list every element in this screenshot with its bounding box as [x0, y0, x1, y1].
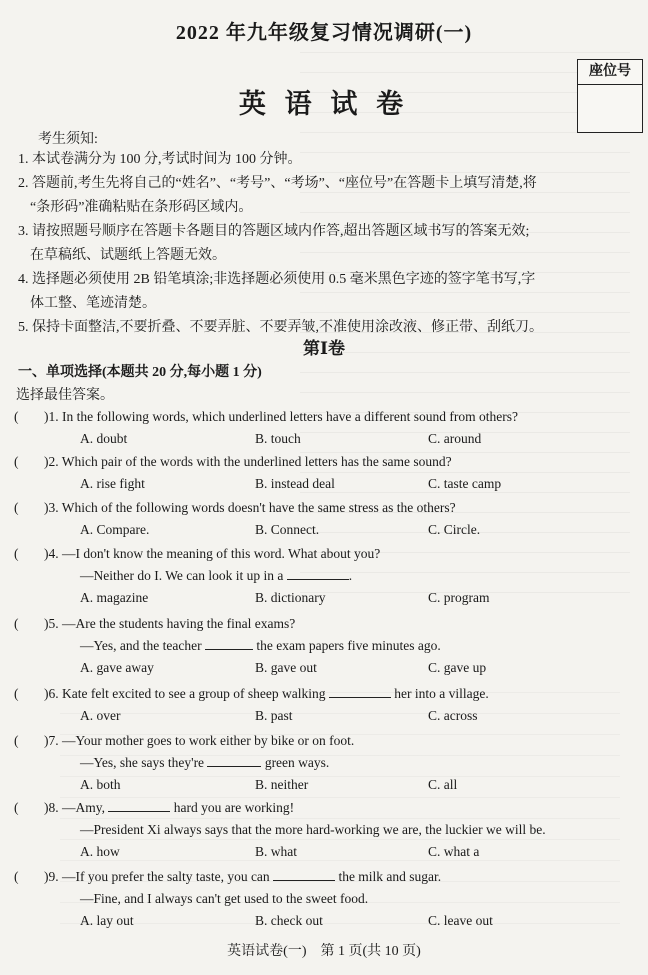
notice-item: 3. 请按照题号顺序在答题卡各题目的答题区域内作答,超出答题区域书写的答案无效; — [18, 224, 530, 239]
option-a[interactable]: A. how — [80, 844, 120, 859]
exam-subtitle: 英 语 试 卷 — [238, 89, 410, 119]
option-c[interactable]: C. leave out — [428, 913, 493, 928]
question-2 — [14, 451, 634, 495]
seat-number-box — [577, 59, 643, 133]
option-c[interactable]: C. gave up — [428, 660, 487, 675]
option-b[interactable]: B. past — [255, 708, 293, 723]
question-stem: )3. Which of the following words doesn't have the same stress as the others? — [44, 500, 456, 515]
option-a[interactable]: A. Compare. — [80, 522, 150, 537]
question-8 — [14, 797, 634, 863]
answer-paren[interactable]: ( — [14, 733, 19, 748]
question-continuation: —Yes, and the teacher the exam papers five minutes ago. — [80, 635, 441, 657]
answer-paren[interactable]: ( — [14, 454, 19, 469]
question-4 — [14, 543, 634, 609]
question-stem: )4. —I don't know the meaning of this word. What about you? — [44, 546, 381, 561]
answer-blank[interactable] — [207, 752, 261, 767]
page-footer: 英语试卷(一) 第 1 页(共 10 页) — [227, 944, 421, 959]
answer-paren[interactable]: ( — [14, 616, 19, 631]
question-stem: )1. In the following words, which underlined letters have a different sound from others? — [44, 409, 519, 424]
question-stem: )2. Which pair of the words with the underlined letters has the same sound? — [44, 454, 452, 469]
question-continuation: —Neither do I. We can look it up in a . — [80, 565, 352, 587]
answer-paren[interactable]: ( — [14, 686, 19, 701]
option-c[interactable]: C. program — [428, 590, 490, 605]
notice-item: 5. 保持卡面整洁,不要折叠、不要弄脏、不要弄皱,不准使用涂改液、修正带、刮纸刀。 — [18, 320, 543, 335]
question-6 — [14, 683, 634, 727]
question-continuation: —President Xi always says that the more hard-working we are, the luckier we will be. — [80, 822, 546, 837]
option-c[interactable]: C. around — [428, 431, 482, 446]
answer-blank[interactable] — [108, 797, 170, 812]
notice-heading: 考生须知: — [38, 132, 98, 147]
option-c[interactable]: C. Circle. — [428, 522, 481, 537]
question-stem: )6. Kate felt excited to see a group of sheep walking her into a village. — [44, 683, 489, 705]
option-c[interactable]: C. taste camp — [428, 476, 502, 491]
option-b[interactable]: B. Connect. — [255, 522, 320, 537]
question-stem: )8. —Amy, hard you are working! — [44, 797, 294, 819]
notice-item: 在草稿纸、试题纸上答题无效。 — [30, 248, 226, 263]
option-c[interactable]: C. across — [428, 708, 478, 723]
question-stem: )5. —Are the students having the final exams? — [44, 616, 296, 631]
notice-item: 2. 答题前,考生先将自己的“姓名”、“考号”、“考场”、“座位号”在答题卡上填写清楚,将 — [18, 176, 537, 191]
option-a[interactable]: A. lay out — [80, 913, 134, 928]
option-b[interactable]: B. neither — [255, 777, 309, 792]
option-c[interactable]: C. all — [428, 777, 458, 792]
exam-title: 2022 年九年级复习情况调研(一) — [175, 22, 473, 44]
question-5 — [14, 613, 634, 679]
notice-item: 1. 本试卷满分为 100 分,考试时间为 100 分钟。 — [18, 152, 302, 167]
option-b[interactable]: B. gave out — [255, 660, 317, 675]
question-stem: )7. —Your mother goes to work either by bike or on foot. — [44, 733, 355, 748]
question-continuation: —Yes, she says they're green ways. — [80, 752, 329, 774]
question-3 — [14, 497, 634, 541]
answer-paren[interactable]: ( — [14, 869, 19, 884]
answer-blank[interactable] — [273, 866, 335, 881]
option-c[interactable]: C. what a — [428, 844, 480, 859]
notice-list — [18, 148, 630, 340]
question-stem: )9. —If you prefer the salty taste, you can the milk and sugar. — [44, 866, 441, 888]
question-7 — [14, 730, 634, 796]
answer-paren[interactable]: ( — [14, 409, 19, 424]
section-heading: 一、单项选择(本题共 20 分,每小题 1 分) — [18, 365, 262, 380]
option-b[interactable]: B. instead deal — [255, 476, 335, 491]
option-a[interactable]: A. magazine — [80, 590, 149, 605]
seat-number-field[interactable] — [578, 85, 642, 131]
question-continuation: —Fine, and I always can't get used to the sweet food. — [80, 891, 369, 906]
seat-number-label: 座位号 — [578, 60, 642, 85]
answer-blank[interactable] — [329, 683, 391, 698]
option-a[interactable]: A. both — [80, 777, 121, 792]
question-1 — [14, 406, 634, 450]
answer-blank[interactable] — [205, 635, 253, 650]
part-title: 第Ⅰ卷 — [303, 339, 345, 358]
answer-paren[interactable]: ( — [14, 546, 19, 561]
section-instruction: 选择最佳答案。 — [16, 388, 114, 403]
option-b[interactable]: B. dictionary — [255, 590, 326, 605]
notice-item: 体工整、笔迹清楚。 — [30, 296, 156, 311]
notice-item: “条形码”准确粘贴在条形码区域内。 — [30, 200, 253, 215]
answer-paren[interactable]: ( — [14, 500, 19, 515]
option-a[interactable]: A. doubt — [80, 431, 128, 446]
option-b[interactable]: B. check out — [255, 913, 323, 928]
answer-blank[interactable] — [287, 565, 349, 580]
answer-paren[interactable]: ( — [14, 800, 19, 815]
option-a[interactable]: A. gave away — [80, 660, 154, 675]
option-b[interactable]: B. what — [255, 844, 297, 859]
option-a[interactable]: A. rise fight — [80, 476, 145, 491]
notice-item: 4. 选择题必须使用 2B 铅笔填涂;非选择题必须使用 0.5 毫米黑色字迹的签字笔书写,字 — [18, 272, 536, 287]
question-9 — [14, 866, 634, 932]
option-b[interactable]: B. touch — [255, 431, 301, 446]
option-a[interactable]: A. over — [80, 708, 121, 723]
